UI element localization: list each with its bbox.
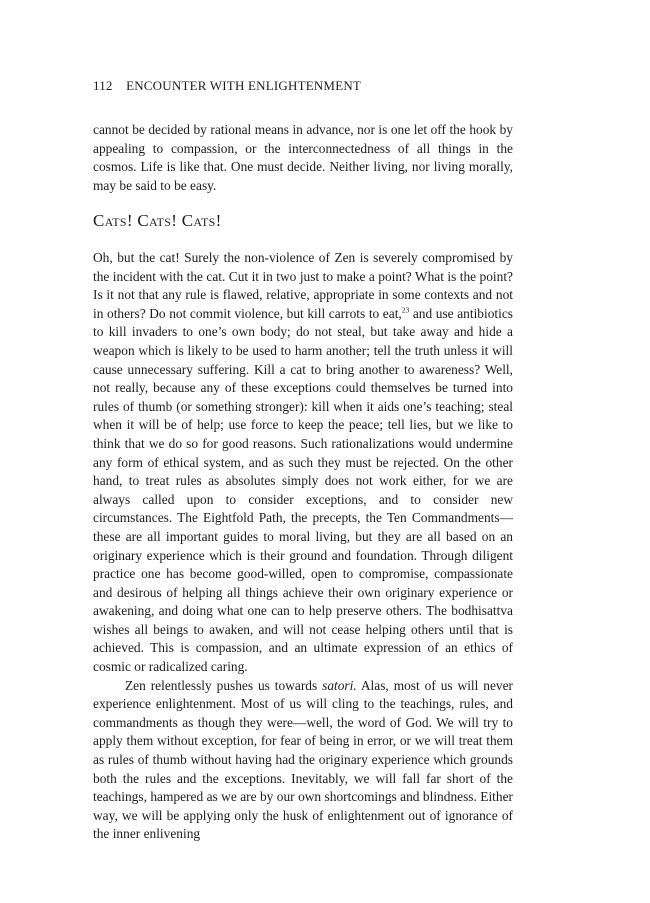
paragraph-1 bbox=[93, 249, 513, 677]
running-title: ENCOUNTER WITH ENLIGHTENMENT bbox=[126, 78, 362, 93]
footnote-reference: 23 bbox=[401, 305, 410, 315]
paragraph-2 bbox=[93, 677, 513, 844]
paragraph-1-part-1: Oh, but the cat! Surely the non-violence of Zen is severely compromised by the incident with the cat. Cut it in two just to make a point? What is the point? Is it not that any rule is flawed, relative, appropriate in some contexts and not in others? Do not commit violence, but kill carrots to eat, bbox=[93, 250, 513, 321]
paragraph-1-part-2: and use antibiotics to kill invaders to one’s own body; do not steal, but take away and hide a weapon which is likely to be used to harm another; tell the truth unless it will cause unnecessary suffering. Kill a cat to bring another to awareness? Well, not really, because any of these exceptions could themselves be turned into rules of thumb (or something stronger): kill when it aids one’s teaching; steal when it will be of help; use force to keep the peace; tell lies, but we like to think that we do so for good reasons. Such rationalizations would undermine any form of ethical system, and as such they must be rejected. On the other hand, to treat rules as absolutes simply does not work either, for we are always called upon to consider exceptions, and to consider new circumstances. The Eightfold Path, the precepts, the Ten Commandments—these are all important guides to moral living, but they are all based on an originary experience which is their ground and foundation. Through diligent practice one has become good-willed, open to compromise, compassionate and desirous of helping all things achieve their own originary experience or awakening, and doing what one can to help preserve others. The bodhisattva wishes all beings to awaken, and will not cease helping others until that is achieved. This is compassion, and an ultimate expression of an ethics of cosmic or radicalized caring. bbox=[93, 305, 513, 675]
paragraph-2-part-1: Zen relentlessly pushes us towards bbox=[125, 677, 323, 693]
section-body bbox=[93, 249, 513, 857]
running-header bbox=[93, 78, 361, 94]
section-heading: Cats! Cats! Cats! bbox=[93, 211, 222, 230]
page-number: 112 bbox=[93, 78, 113, 93]
paragraph-2-part-2: Alas, most of us will never experience enlightenment. Most of us will cling to the teachings, rules, and commandments as though they were—well, the word of God. We will try to apply them without exception, for fear of being in error, or we will treat them as rules of thumb without having had the originary experience which grounds both the rules and the exceptions. Inevitably, we will fall far short of the teachings, hampered as we are by our own shortcomings and blindness. Either way, we will be applying only the husk of enlightenment out of ignorance of the inner enlivening bbox=[93, 677, 513, 842]
opening-paragraph: cannot be decided by rational means in advance, nor is one let off the hook by appealing to compassion, or the interconnectedness of all things in the cosmos. Life is like that. One must decide. Neither living, nor living morally, may be said to be easy. bbox=[93, 122, 513, 193]
paragraph-2-italic-term: satori. bbox=[322, 677, 357, 693]
